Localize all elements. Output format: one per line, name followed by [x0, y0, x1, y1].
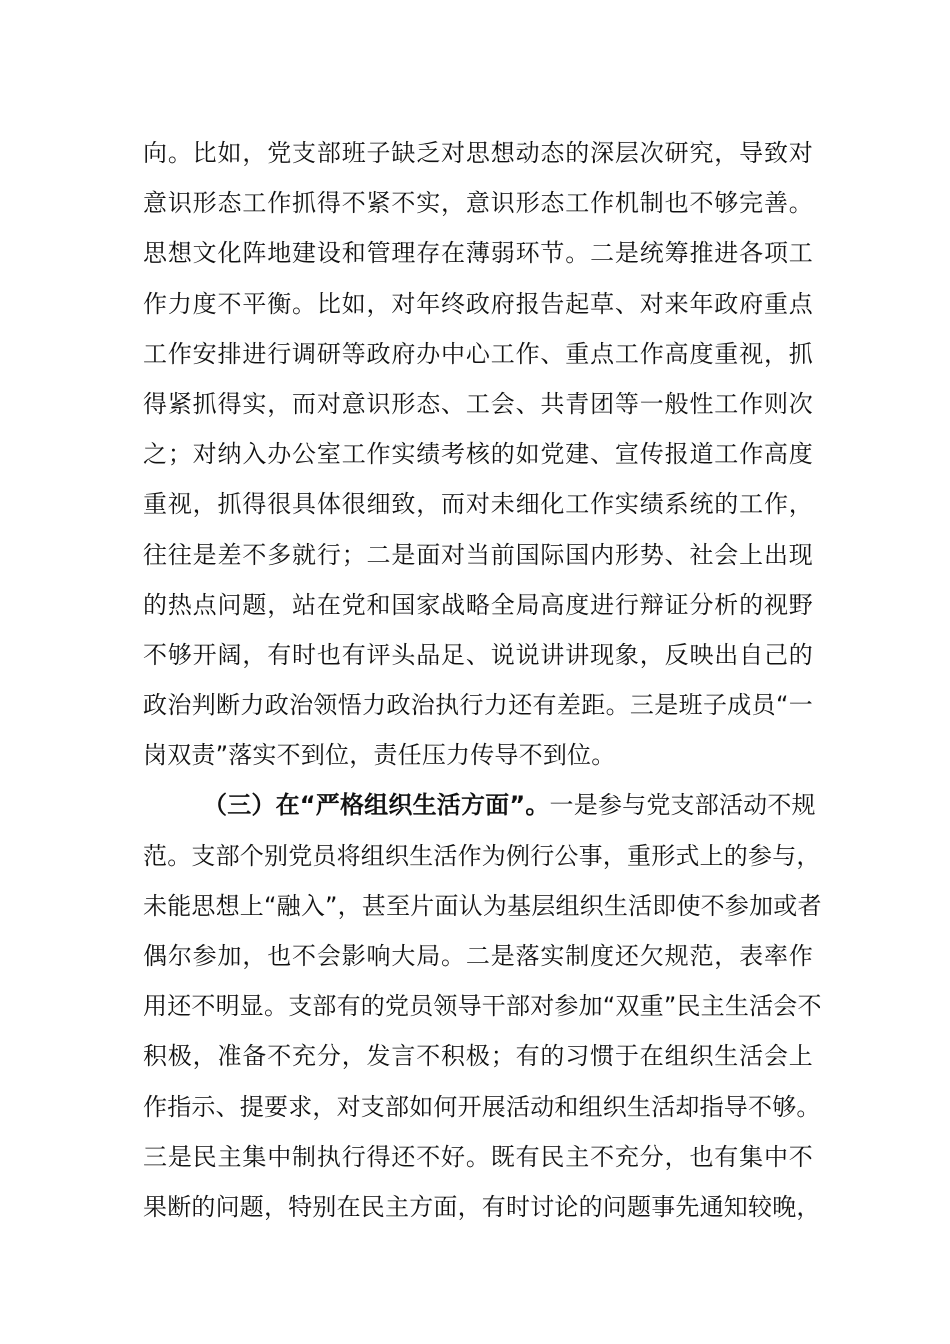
body-line: 思想文化阵地建设和管理存在薄弱环节。二是统筹推进各项工 [143, 239, 813, 268]
body-line: 作力度不平衡。比如，对年终政府报告起草、对来年政府重点 [143, 289, 813, 318]
section-heading-rest: 一是参与党支部活动不规 [549, 791, 816, 820]
body-line: 得紧抓得实，而对意识形态、工会、共青团等一般性工作则次 [143, 389, 813, 418]
body-line: 政治判断力政治领悟力政治执行力还有差距。三是班子成员“一 [143, 691, 813, 720]
body-line: 不够开阔，有时也有评头品足、说说讲讲现象，反映出自己的 [143, 640, 813, 669]
body-line: 偶尔参加，也不会影响大局。二是落实制度还欠规范，表率作 [143, 942, 813, 970]
document-body [143, 128, 822, 1232]
body-line: 重视，抓得很具体很细致，而对未细化工作实绩系统的工作， [143, 490, 813, 519]
body-line: 之；对纳入办公室工作实绩考核的如党建、宣传报道工作高度 [143, 440, 813, 469]
body-line: 的热点问题，站在党和国家战略全局高度进行辩证分析的视野 [143, 590, 813, 619]
body-line: 果断的问题，特别在民主方面，有时讨论的问题事先通知较晚， [143, 1192, 821, 1221]
body-line: 岗双责”落实不到位，责任压力传导不到位。 [143, 741, 616, 770]
body-line: 向。比如，党支部班子缺乏对思想动态的深层次研究，导致对 [143, 139, 813, 167]
body-line: 三是民主集中制执行得还不好。既有民主不充分，也有集中不 [143, 1142, 813, 1171]
section-heading-line [143, 780, 816, 830]
section-heading: （三）在“严格组织生活方面”。 [203, 791, 550, 820]
body-line: 意识形态工作抓得不紧不实，意识形态工作机制也不够完善。 [143, 189, 813, 218]
body-line: 作指示、提要求，对支部如何开展活动和组织生活却指导不够。 [143, 1092, 821, 1121]
body-line: 工作安排进行调研等政府办中心工作、重点工作高度重视，抓 [143, 339, 813, 368]
body-line: 未能思想上“融入”，甚至片面认为基层组织生活即使不参加或者 [143, 891, 822, 920]
body-line: 积极，准备不充分，发言不积极；有的习惯于在组织生活会上 [143, 1042, 813, 1071]
body-line: 范。支部个别党员将组织生活作为例行公事，重形式上的参与， [143, 841, 821, 870]
body-line: 往往是差不多就行；二是面对当前国际国内形势、社会上出现 [143, 540, 813, 569]
body-line: 用还不明显。支部有的党员领导干部对参加“双重”民主生活会不 [143, 992, 822, 1021]
